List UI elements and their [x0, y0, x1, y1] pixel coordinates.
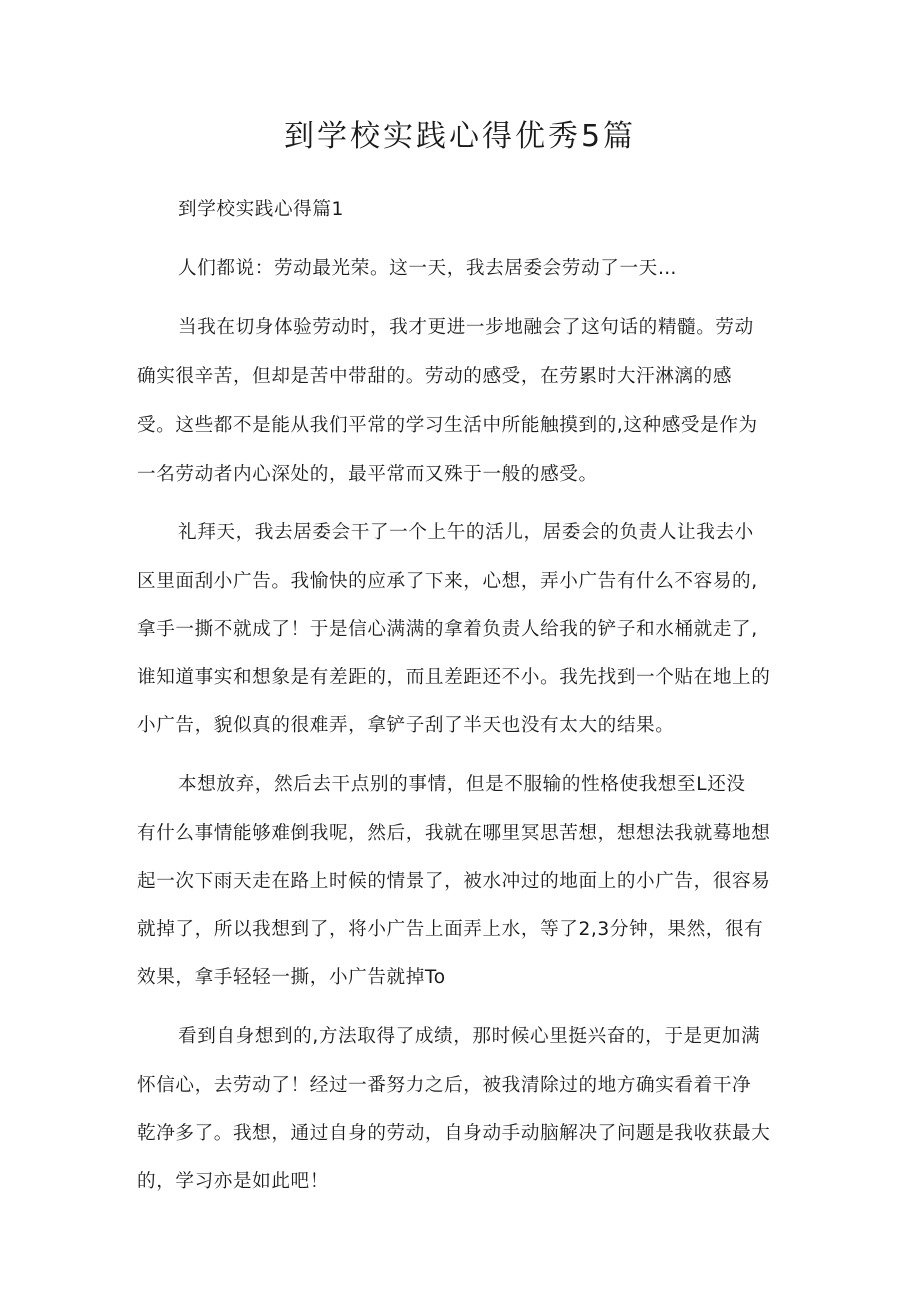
- paragraph3-line: 本想放弃，然后去干点别的事情，但是不服输的性格使我想至L还没: [178, 774, 746, 795]
- paragraph2-line: 礼拜天，我去居委会干了一个上午的活儿，居委会的负责人让我去小: [178, 522, 754, 543]
- paragraph1-line: 确实很辛苦，但却是苦中带甜的。劳动的感受，在劳累时大汗淋漓的感: [137, 366, 733, 387]
- document-title: 到学校实践心得优秀5篇: [283, 119, 637, 154]
- paragraph3-line: 起一次下雨天走在路上时候的情景了，被水冲过的地面上的小广告，很容易: [137, 871, 771, 892]
- paragraph1-line: 一名劳动者内心深处的，最平常而又殊于一般的感受。: [137, 464, 598, 485]
- paragraph3-line: 效果，拿手轻轻一撕，小广告就掉To: [137, 967, 446, 988]
- paragraph2-line: 区里面刮小广告。我愉快的应承了下来，心想，弄小广告有什么不容易的,: [137, 571, 758, 592]
- paragraph4-line: 乾净多了。我想，通过自身的劳动，自身动手动脑解决了问题是我收获最大: [137, 1123, 771, 1144]
- paragraph3-line: 有什么事情能够难倒我呢，然后，我就在哪里冥思苦想，想想法我就蓦地想: [137, 823, 771, 844]
- paragraph1-line: 当我在切身体验劳动时，我才更进一步地融会了这句话的精髓。劳动: [178, 317, 754, 338]
- paragraph2-line: 小广告，貌似真的很难弄，拿铲子刮了半天也没有太大的结果。: [137, 715, 675, 736]
- paragraph3-line: 就掉了，所以我想到了，将小广告上面弄上水，等了2,3分钟，果然，很有: [137, 919, 764, 940]
- section-heading: 到学校实践心得篇1: [178, 199, 344, 220]
- paragraph4-line: 怀信心，去劳动了！经过一番努力之后，被我清除过的地方确实看着干净: [137, 1075, 752, 1096]
- paragraph4-line: 的，学习亦是如此吧！: [137, 1171, 329, 1192]
- paragraph4-line: 看到自身想到的,方法取得了成绩，那时候心里挺兴奋的，于是更加满: [178, 1026, 761, 1047]
- paragraph2-line: 拿手一撕不就成了！于是信心满满的拿着负责人给我的铲子和水桶就走了,: [137, 619, 758, 640]
- intro-line: 人们都说：劳动最光荣。这一天，我去居委会劳动了一天…: [178, 258, 678, 279]
- paragraph1-line: 受。这些都不是能从我们平常的学习生活中所能触摸到的,这种感受是作为: [137, 415, 758, 436]
- paragraph2-line: 谁知道事实和想象是有差距的，而且差距还不小。我先找到一个贴在地上的: [137, 667, 771, 688]
